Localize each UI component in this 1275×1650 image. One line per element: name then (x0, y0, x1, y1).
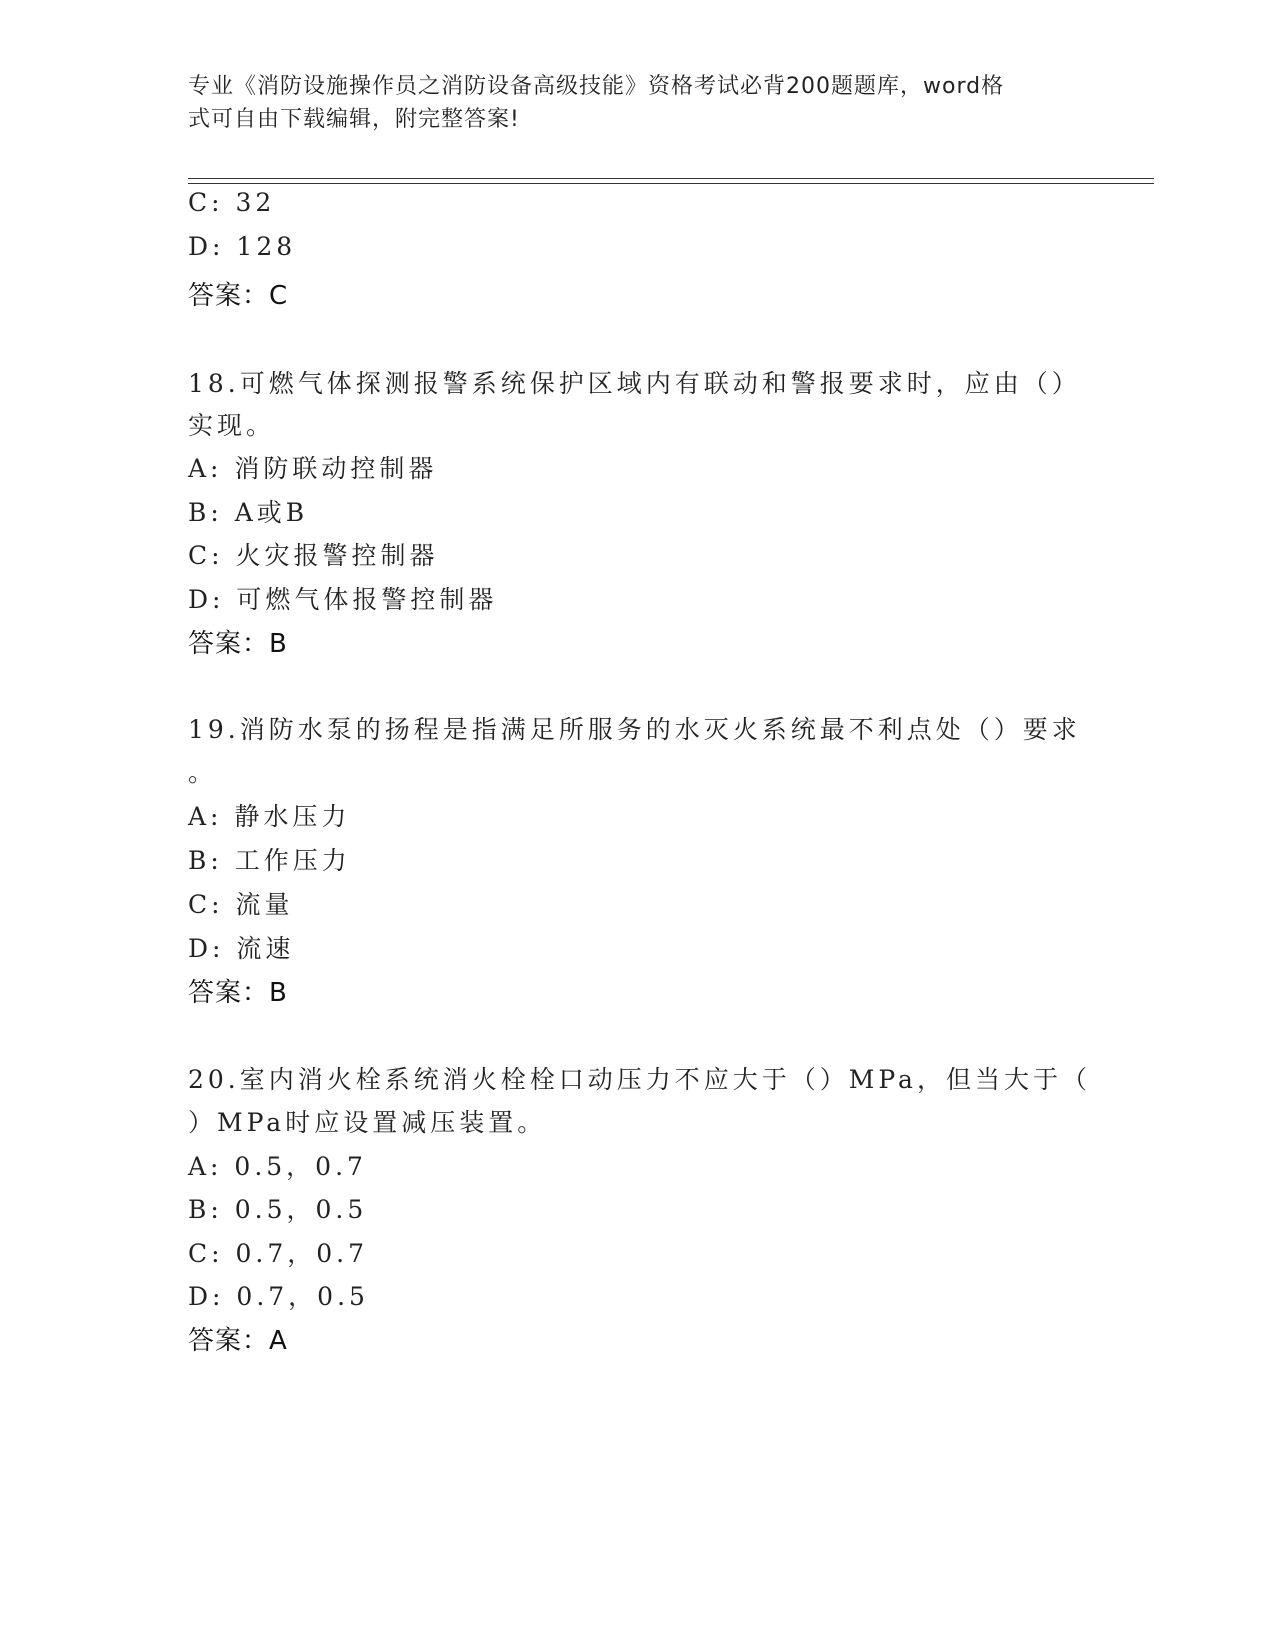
question-18-option-c: C: 火灾报警控制器 (188, 541, 439, 570)
question-20-stem-line-1: 20.室内消火栓系统消火栓栓口动压力不应大于（）MPa，但当大于（ (188, 1065, 1091, 1094)
question-20-option-a: A: 0.5，0.7 (188, 1152, 367, 1181)
question-18-option-d: D: 可燃气体报警控制器 (188, 585, 498, 614)
question-19-answer: 答案：B (188, 978, 288, 1008)
prev-answer: 答案：C (188, 281, 289, 311)
question-19-option-d: D: 流速 (188, 934, 295, 963)
question-19-option-c: C: 流量 (188, 890, 294, 919)
question-20-answer: 答案：A (188, 1326, 288, 1356)
question-20-option-b: B: 0.5，0.5 (188, 1195, 368, 1224)
header-divider-bottom (188, 183, 1154, 184)
document-header (188, 70, 1068, 136)
question-18-option-a: A: 消防联动控制器 (188, 454, 438, 483)
prev-option-d: D: 128 (188, 232, 297, 261)
question-20-option-d: D: 0.7，0.5 (188, 1282, 369, 1311)
question-18-option-b: B: A或B (188, 498, 309, 527)
question-19-option-b: B: 工作压力 (188, 846, 351, 875)
question-18-answer: 答案：B (188, 629, 288, 659)
question-20-stem-line-2: ）MPa时应设置减压装置。 (188, 1108, 547, 1137)
question-19-option-a: A: 静水压力 (188, 802, 351, 831)
question-18-stem-line-2: 实现。 (188, 411, 276, 440)
prev-option-c: C: 32 (188, 188, 276, 217)
question-20-option-c: C: 0.7，0.7 (188, 1239, 369, 1268)
question-18-stem-line-1: 18.可燃气体探测报警系统保护区域内有联动和警报要求时，应由（） (188, 369, 1081, 398)
question-19-stem-line-1: 19.消防水泵的扬程是指满足所服务的水灭火系统最不利点处（）要求 (188, 715, 1081, 744)
header-line-2: 式可自由下载编辑，附完整答案! (188, 107, 520, 132)
header-divider-top (188, 178, 1154, 179)
header-line-1: 专业《消防设施操作员之消防设备高级技能》资格考试必背200题题库，word格 (188, 74, 1005, 99)
question-19-stem-line-2: 。 (188, 758, 218, 787)
